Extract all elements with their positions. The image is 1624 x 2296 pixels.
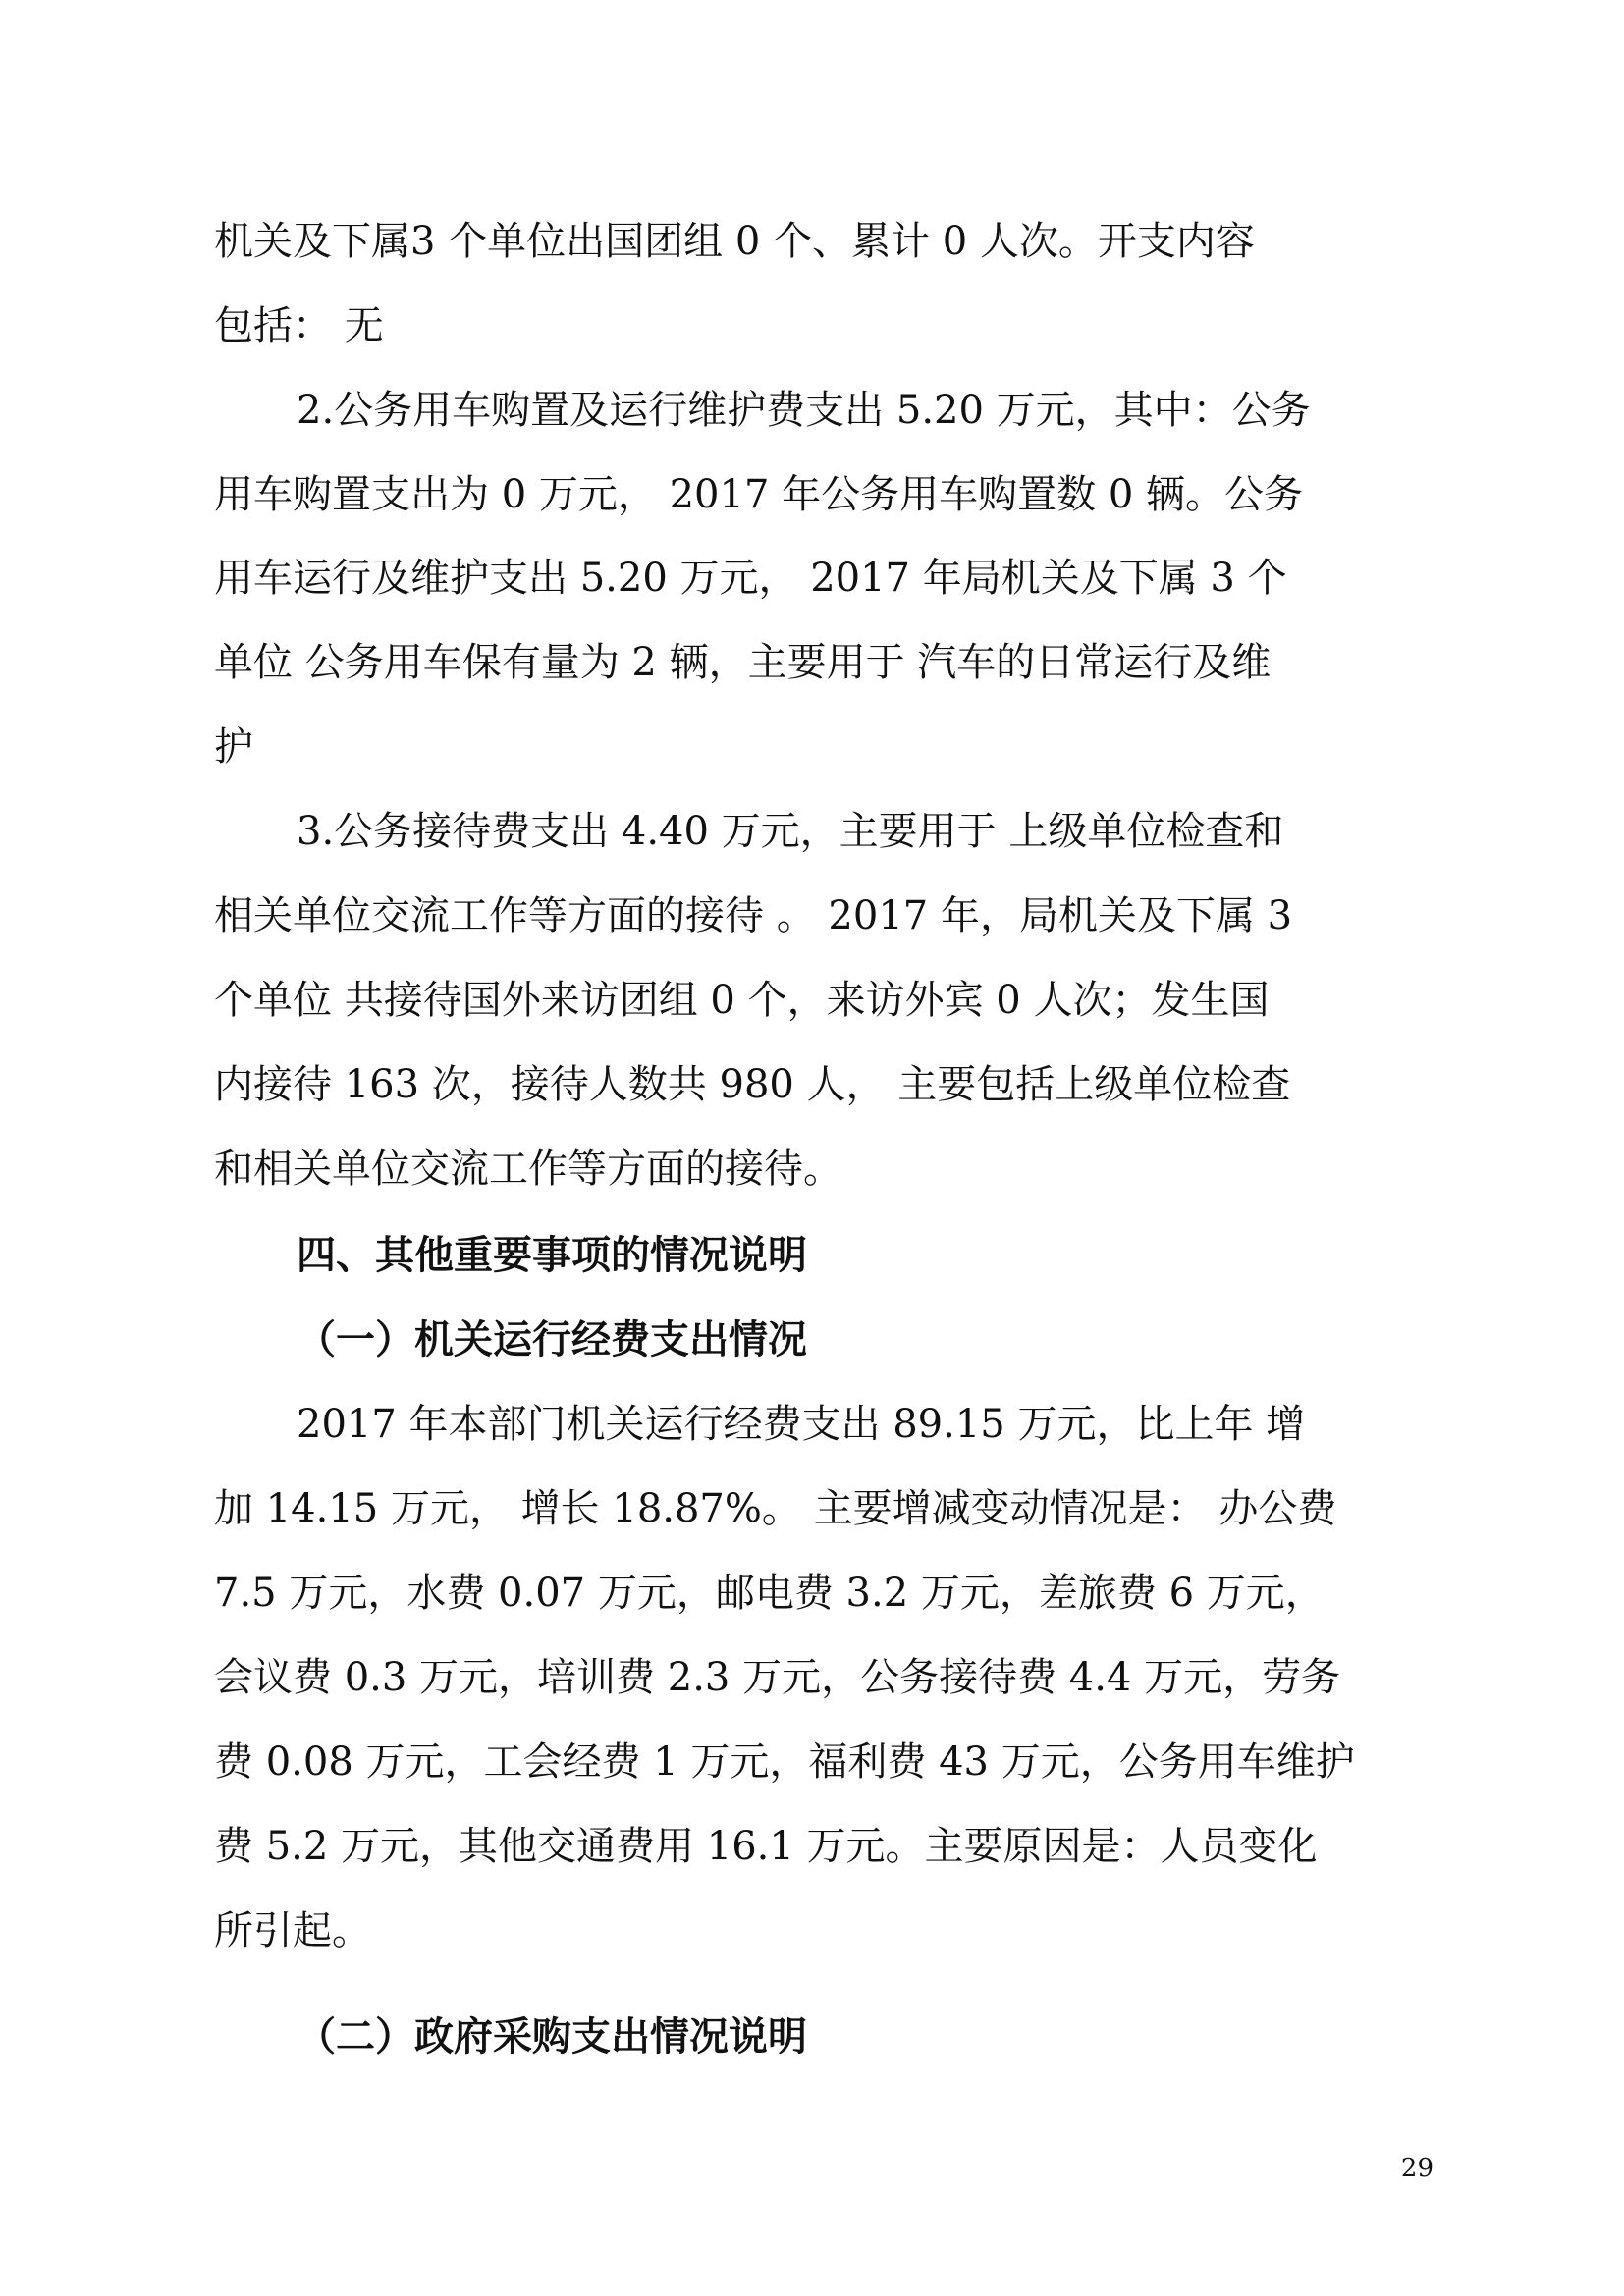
- paragraph-line: 2017 年本部门机关运行经费支出 89.15 万元，比上年 增: [297, 1402, 1306, 1447]
- page-number: 29: [1400, 2154, 1434, 2183]
- paragraph-line: 内接待 163 次，接待人数共 980 人， 主要包括上级单位检查: [214, 1062, 1291, 1107]
- paragraph-line: 相关单位交流工作等方面的接待 。 2017 年，局机关及下属 3: [214, 893, 1293, 938]
- paragraph-line: 用车购置支出为 0 万元， 2017 年公务用车购置数 0 辆。公务: [214, 472, 1303, 517]
- paragraph-line: 护: [214, 724, 253, 770]
- paragraph-line: 3.公务接待费支出 4.40 万元，主要用于 上级单位检查和: [297, 809, 1284, 854]
- paragraph-line: 2.公务用车购置及运行维护费支出 5.20 万元，其中：公务: [297, 388, 1311, 433]
- paragraph-line: 费 5.2 万元，其他交通费用 16.1 万元。主要原因是：人员变化: [214, 1824, 1318, 1869]
- paragraph-line: 包括： 无: [214, 303, 384, 348]
- subsection-heading: （一）机关运行经费支出情况: [297, 1317, 807, 1362]
- paragraph-line: 会议费 0.3 万元，培训费 2.3 万元，公务接待费 4.4 万元，劳务: [214, 1655, 1341, 1700]
- paragraph-line: 个单位 共接待国外来访团组 0 个，来访外宾 0 人次；发生国: [214, 978, 1270, 1023]
- subsection-heading: （二）政府采购支出情况说明: [297, 2014, 807, 2059]
- paragraph-line: 费 0.08 万元，工会经费 1 万元，福利费 43 万元，公务用车维护: [214, 1739, 1355, 1785]
- paragraph-line: 加 14.15 万元， 增长 18.87%。 主要增减变动情况是： 办公费: [214, 1486, 1337, 1531]
- paragraph-line: 所引起。: [214, 1908, 371, 1953]
- paragraph-line: 7.5 万元，水费 0.07 万元，邮电费 3.2 万元，差旅费 6 万元，: [214, 1571, 1325, 1616]
- paragraph-line: 和相关单位交流工作等方面的接待。: [214, 1147, 842, 1192]
- section-heading: 四、其他重要事项的情况说明: [297, 1233, 807, 1278]
- paragraph-line: 用车运行及维护支出 5.20 万元， 2017 年局机关及下属 3 个: [214, 556, 1287, 601]
- paragraph-line: 单位 公务用车保有量为 2 辆，主要用于 汽车的日常运行及维: [214, 640, 1272, 685]
- paragraph-line: 机关及下属3 个单位出国团组 0 个、累计 0 人次。开支内容: [214, 219, 1255, 264]
